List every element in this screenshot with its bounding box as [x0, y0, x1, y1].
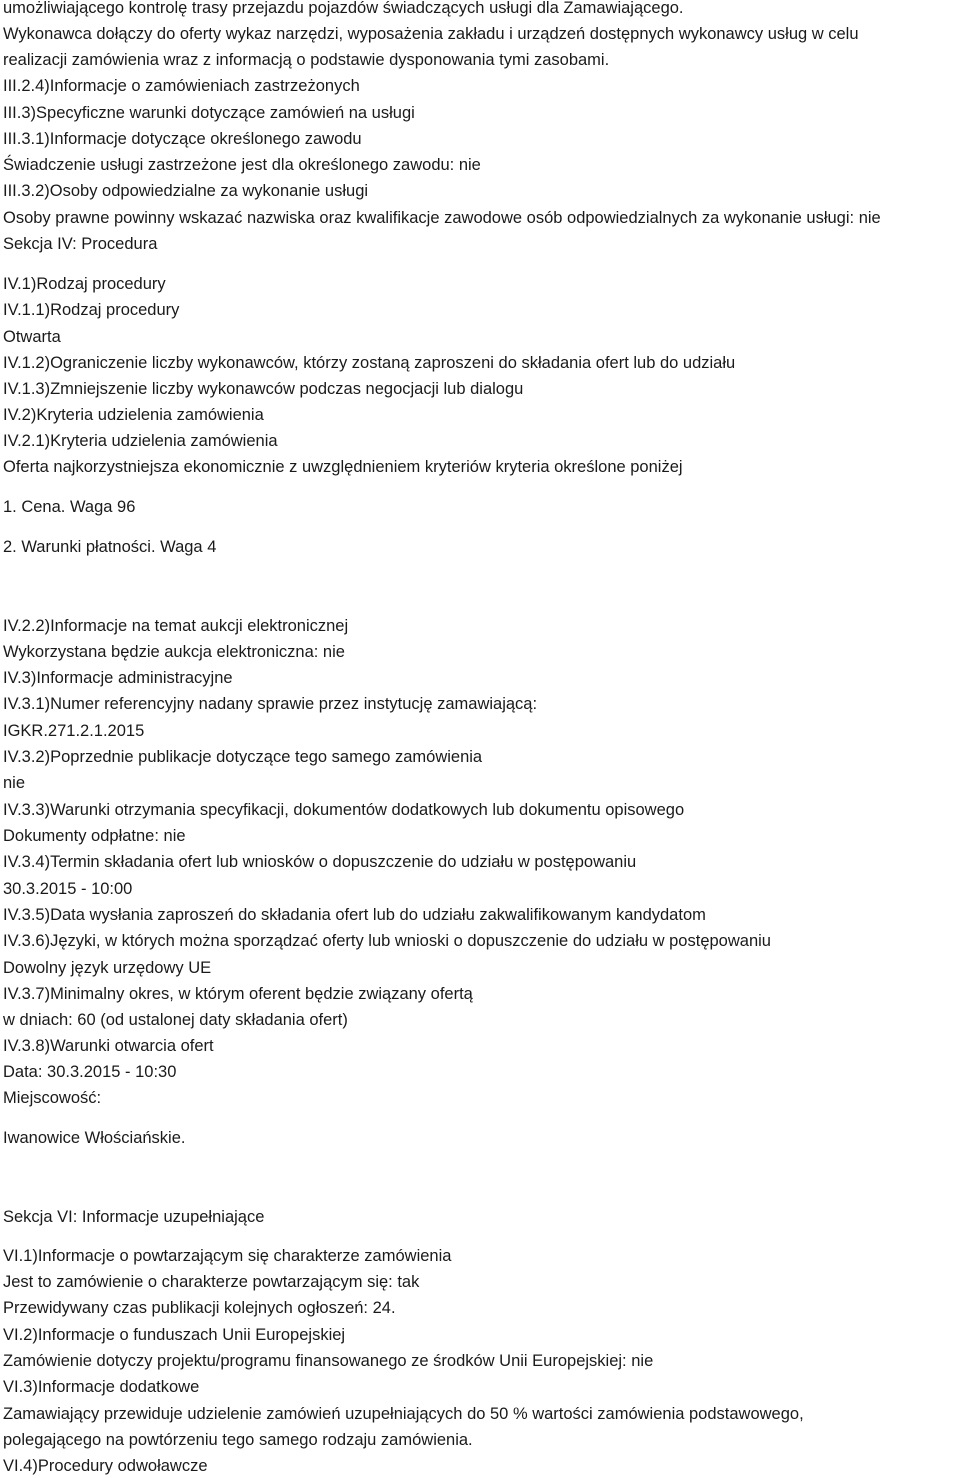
- text-line: Świadczenie usługi zastrzeżone jest dla określonego zawodu: nie: [3, 156, 481, 174]
- text-line: Oferta najkorzystniejsza ekonomicznie z uwzględnieniem kryteriów kryteria określone poniżej: [3, 458, 683, 476]
- text-line: nie: [3, 774, 26, 792]
- section-heading: IV.2)Kryteria udzielenia zamówienia: [3, 406, 264, 424]
- section-heading: VI.3)Informacje dodatkowe: [3, 1378, 200, 1396]
- section-heading: IV.2.2)Informacje na temat aukcji elektronicznej: [3, 617, 349, 635]
- section-heading: IV.3.6)Języki, w których można sporządzać oferty lub wnioski o dopuszczenie do udziału w postępowaniu: [3, 932, 771, 950]
- section-heading: IV.3.4)Termin składania ofert lub wniosków o dopuszczenie do udziału w postępowaniu: [3, 853, 637, 871]
- section-heading: III.2.4)Informacje o zamówieniach zastrzeżonych: [3, 77, 360, 95]
- section-title: Sekcja IV: Procedura: [3, 235, 158, 253]
- section-heading: IV.3.2)Poprzednie publikacje dotyczące tego samego zamówienia: [3, 748, 483, 766]
- text-line: umożliwiającego kontrolę trasy przejazdu pojazdów świadczących usługi dla Zamawiającego.: [3, 0, 684, 17]
- section-heading: IV.1.2)Ograniczenie liczby wykonawców, którzy zostaną zaproszeni do składania ofert lub do udziału: [3, 354, 736, 372]
- section-heading: III.3)Specyficzne warunki dotyczące zamówień na usługi: [3, 104, 415, 122]
- text-line: 30.3.2015 - 10:00: [3, 880, 133, 898]
- section-heading: IV.2.1)Kryteria udzielenia zamówienia: [3, 432, 278, 450]
- text-line: Zamówienie dotyczy projektu/programu finansowanego ze środków Unii Europejskiej: nie: [3, 1352, 654, 1370]
- text-line: Miejscowość:: [3, 1089, 102, 1107]
- text-line: Dowolny język urzędowy UE: [3, 959, 212, 977]
- section-heading: IV.3.3)Warunki otrzymania specyfikacji, dokumentów dodatkowych lub dokumentu opisowego: [3, 801, 685, 819]
- section-heading: IV.3.7)Minimalny okres, w którym oferent będzie związany ofertą: [3, 985, 473, 1003]
- section-heading: VI.2)Informacje o funduszach Unii Europejskiej: [3, 1326, 346, 1344]
- section-heading: VI.1)Informacje o powtarzającym się charakterze zamówienia: [3, 1247, 452, 1265]
- criterion-item: 2. Warunki płatności. Waga 4: [3, 538, 217, 556]
- section-heading: III.3.2)Osoby odpowiedzialne za wykonanie usługi: [3, 182, 369, 200]
- text-line: Wykonawca dołączy do oferty wykaz narzędzi, wyposażenia zakładu i urządzeń dostępnych wykonawcy usług w celu: [3, 25, 859, 43]
- text-line: Osoby prawne powinny wskazać nazwiska oraz kwalifikacje zawodowe osób odpowiedzialnych za wykonanie usługi: nie: [3, 209, 881, 227]
- text-line: Wykorzystana będzie aukcja elektroniczna: nie: [3, 643, 345, 661]
- text-line: w dniach: 60 (od ustalonej daty składania ofert): [3, 1011, 348, 1029]
- section-heading: IV.3)Informacje administracyjne: [3, 669, 233, 687]
- text-line: Data: 30.3.2015 - 10:30: [3, 1063, 177, 1081]
- section-heading: IV.3.8)Warunki otwarcia ofert: [3, 1037, 214, 1055]
- text-line: Przewidywany czas publikacji kolejnych ogłoszeń: 24.: [3, 1299, 396, 1317]
- section-heading: IV.1)Rodzaj procedury: [3, 275, 166, 293]
- text-line: Otwarta: [3, 328, 61, 346]
- text-line: IGKR.271.2.1.2015: [3, 722, 145, 740]
- section-heading: IV.1.1)Rodzaj procedury: [3, 301, 180, 319]
- text-line: Dokumenty odpłatne: nie: [3, 827, 186, 845]
- text-line: Iwanowice Włościańskie.: [3, 1129, 186, 1147]
- section-title: Sekcja VI: Informacje uzupełniające: [3, 1208, 265, 1226]
- text-line: Zamawiający przewiduje udzielenie zamówień uzupełniających do 50 % wartości zamówienia podstawowego,: [3, 1405, 804, 1423]
- section-heading: IV.3.5)Data wysłania zaproszeń do składania ofert lub do udziału zakwalifikowanym kandydatom: [3, 906, 706, 924]
- text-line: realizacji zamówienia wraz z informacją o podstawie dysponowania tymi zasobami.: [3, 51, 610, 69]
- section-heading: IV.3.1)Numer referencyjny nadany sprawie przez instytucję zamawiającą:: [3, 695, 538, 713]
- section-heading: VI.4)Procedury odwoławcze: [3, 1457, 208, 1475]
- text-line: polegającego na powtórzeniu tego samego rodzaju zamówienia.: [3, 1431, 473, 1449]
- section-heading: III.3.1)Informacje dotyczące określonego zawodu: [3, 130, 362, 148]
- text-line: Jest to zamówienie o charakterze powtarzającym się: tak: [3, 1273, 420, 1291]
- criterion-item: 1. Cena. Waga 96: [3, 498, 136, 516]
- section-heading: IV.1.3)Zmniejszenie liczby wykonawców podczas negocjacji lub dialogu: [3, 380, 524, 398]
